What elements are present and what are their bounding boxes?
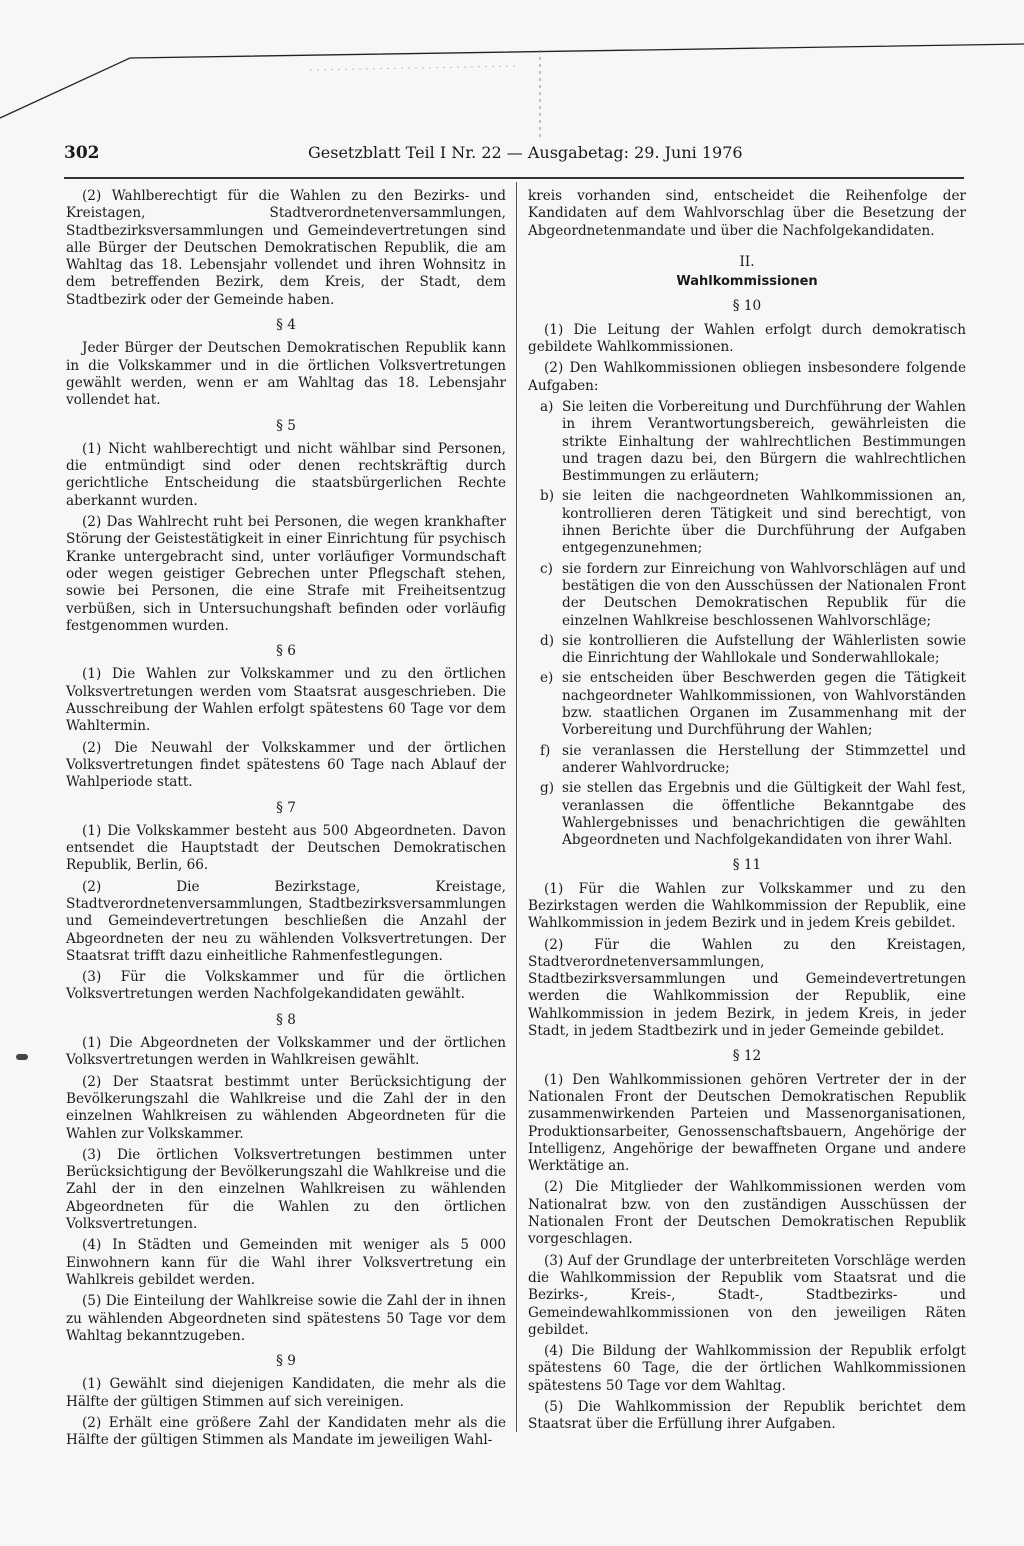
- chapter-title: Wahlkommissionen: [676, 274, 818, 290]
- paragraph: (2) Wahlberechtigt für die Wahlen zu den Bezirks- und Kreistagen, Stadtverordnetenversammlungen, Stadtbezirksversammlungen und Gemeindevertretungen sind alle Bürger der Deutschen Demokratischen Republik, die am Wahltag das 18. Lebensjahr vollendet und ihren Wohnsitz in dem betreffenden Bezirk, dem Kreis, der Stadt, dem Stadtbezirk oder der Gemeinde haben.: [66, 188, 506, 308]
- paragraph: (1) Die Leitung der Wahlen erfolgt durch demokratisch gebildete Wahlkommissionen.: [528, 321, 966, 356]
- section-heading: § 12: [732, 1048, 762, 1065]
- paragraph: (2) Erhält eine größere Zahl der Kandidaten mehr als die Hälfte der gültigen Stimmen als Mandate im jeweiligen Wahl-: [66, 1415, 506, 1449]
- section-heading: § 9: [276, 1353, 296, 1370]
- chapter-number: II.: [739, 253, 755, 270]
- paragraph: (3) Für die Volkskammer und für die örtlichen Volksvertretungen werden Nachfolgekandidaten gewählt.: [66, 969, 506, 1003]
- list-marker: b): [540, 488, 555, 505]
- gazette-title: Gesetzblatt Teil I Nr. 22 — Ausgabetag: 29. Juni 1976: [308, 143, 743, 162]
- margin-mark: [16, 1054, 28, 1060]
- right-column: [528, 188, 966, 1438]
- section-heading: § 4: [276, 317, 296, 334]
- paragraph: (2) Der Staatsrat bestimmt unter Berücksichtigung der Bevölkerungszahl die Wahlkreise und die Zahl der in den einzelnen Wahlkreisen zu wählenden Abgeordneten für die Wahlen zur Volkskammer.: [66, 1073, 506, 1142]
- paragraph-continued: kreis vorhanden sind, entscheidet die Reihenfolge der Kandidaten auf dem Wahlvorschlag über die Besetzung der Abgeordnetenmandate und über die Nachfolgekandidaten.: [528, 188, 966, 239]
- paragraph: (2) Die Mitglieder der Wahlkommissionen werden vom Nationalrat bzw. von den zuständigen Ausschüssen der Nationalen Front der Deutschen Demokratischen Republik vorgeschlagen.: [528, 1179, 966, 1248]
- paragraph: (2) Die Bezirkstage, Kreistage, Stadtverordnetenversammlungen, Stadtbezirksversammlungen und Gemeindevertretungen beschließen die Anzahl der Abgeordneten der neu zu wählenden Volksvertretungen. Der Staatsrat trifft dazu einheitliche Rahmenfestlegungen.: [66, 878, 506, 964]
- section-heading: § 6: [276, 643, 296, 660]
- list-marker: g): [540, 780, 555, 797]
- paragraph: (5) Die Einteilung der Wahlkreise sowie die Zahl der in ihnen zu wählenden Abgeordneten sind spätestens 50 Tage vor dem Wahltag bekanntzugeben.: [66, 1293, 506, 1344]
- list-text: sie stellen das Ergebnis und die Gültigkeit der Wahl fest, veranlassen die öffentliche Bekanntgabe des Wahlergebnisses und benachrichtigen die gewählten Abgeordneten und Nachfolgekandidaten von ihrer Wahl.: [562, 780, 966, 849]
- section-heading: § 10: [732, 298, 762, 315]
- paragraph: (3) Auf der Grundlage der unterbreiteten Vorschläge werden die Wahlkommission der Republik vom Staatsrat und die Bezirks-, Kreis-, Stadt-, Stadtbezirks- und Gemeindewahlkommissionen von den jeweiligen Räten gebildet.: [528, 1252, 966, 1338]
- list-text: sie fordern zur Einreichung von Wahlvorschlägen auf und bestätigen die von den Ausschüssen der Nationalen Front der Deutschen Demokratischen Republik für die einzelnen Wahlkreise beschlossenen Wahlvorschläge;: [562, 560, 966, 629]
- page-number: 302: [64, 143, 100, 163]
- list-marker: f): [540, 742, 551, 759]
- header-rule: [64, 177, 964, 179]
- column-divider: [516, 182, 517, 1432]
- left-column: [66, 188, 506, 1454]
- list-item: [528, 670, 966, 739]
- list-marker: d): [540, 632, 555, 649]
- list-item: [528, 399, 966, 485]
- paragraph: Jeder Bürger der Deutschen Demokratischen Republik kann in die Volkskammer und in die örtlichen Volksvertretungen gewählt werden, wenn er am Wahltag das 18. Lebensjahr vollendet hat.: [66, 340, 506, 409]
- paragraph: (1) Den Wahlkommissionen gehören Vertreter der in der Nationalen Front der Deutschen Demokratischen Republik zusammenwirkenden Parteien und Massenorganisationen, Produktionsarbeiter, Genossenschaftsbauern, Angehörige der Intelligenz, Angehörige der bewaffneten Organe und andere Werktätige an.: [528, 1071, 966, 1175]
- paragraph: (1) Gewählt sind diejenigen Kandidaten, die mehr als die Hälfte der gültigen Stimmen auf sich vereinigen.: [66, 1376, 506, 1410]
- list-text: Sie leiten die Vorbereitung und Durchführung der Wahlen in ihrem Verantwortungsbereich, gewährleisten die strikte Einhaltung der wahlrechtlichen Bestimmungen und tragen dazu bei, den Bürgern die wahlrechtlichen Bestimmungen zu erläutern;: [562, 398, 966, 485]
- list-marker: c): [540, 560, 553, 577]
- paragraph: (2) Das Wahlrecht ruht bei Personen, die wegen krankhafter Störung der Geistestätigkeit in einer Einrichtung für psychisch Kranke untergebracht sind, unter vorläufiger Vormundschaft oder wegen geistiger Gebrechen unter Pflegschaft stehen, sowie bei Personen, die eine Strafe mit Freiheitsentzug verbüßen, sich in Untersuchungshaft befinden oder vorläufig festgenommen wurden.: [66, 514, 506, 634]
- list-text: sie leiten die nachgeordneten Wahlkommissionen an, kontrollieren deren Tätigkeit und sind berechtigt, von ihnen Berichte über die Durchführung der Aufgaben entgegenzunehmen;: [562, 488, 966, 557]
- list-item: [528, 633, 966, 668]
- list-item: [528, 561, 966, 630]
- list-item: [528, 488, 966, 557]
- paragraph: (2) Für die Wahlen zu den Kreistagen, Stadtverordnetenversammlungen, Stadtbezirksversammlungen und Gemeindevertretungen werden die Wahlkommission der Republik, eine Wahlkommission in jedem Bezirk, in jedem Kreis, in jeder Stadt, in jedem Stadtbezirk und in jeder Gemeinde gebildet.: [528, 936, 966, 1040]
- list-text: sie kontrollieren die Aufstellung der Wählerlisten sowie die Einrichtung der Wahllokale und Sonderwahllokale;: [562, 632, 966, 667]
- paragraph: (4) In Städten und Gemeinden mit weniger als 5 000 Einwohnern kann für die Wahl ihrer Volksvertretung ein Wahlkreis gebildet werden.: [66, 1237, 506, 1288]
- section-heading: § 5: [276, 417, 296, 434]
- task-list: [528, 399, 966, 849]
- paragraph: (2) Die Neuwahl der Volkskammer und der örtlichen Volksvertretungen findet spätestens 60 Tage nach Ablauf der Wahlperiode statt.: [66, 739, 506, 791]
- section-heading: § 8: [276, 1011, 296, 1028]
- paragraph: (1) Nicht wahlberechtigt und nicht wählbar sind Personen, die entmündigt sind oder denen rechtskräftig durch gerichtliche Entscheidung die staatsbürgerlichen Rechte aberkannt wurden.: [66, 440, 506, 509]
- section-heading: § 7: [276, 799, 296, 816]
- paragraph: (1) Die Wahlen zur Volkskammer und zu den örtlichen Volksvertretungen werden vom Staatsrat ausgeschrieben. Die Ausschreibung der Wahlen erfolgt spätestens 60 Tage vor dem Wahltermin.: [66, 666, 506, 735]
- paragraph: (3) Die örtlichen Volksvertretungen bestimmen unter Berücksichtigung der Bevölkerungszahl die Wahlkreise und die Zahl der in den einzelnen Wahlkreisen zu wählenden Abgeordneten für die Wahlen zu den örtlichen Volksvertretungen.: [66, 1146, 506, 1233]
- paragraph: (4) Die Bildung der Wahlkommission der Republik erfolgt spätestens 60 Tage, die der örtlichen Wahlkommissionen spätestens 50 Tage vor dem Wahltag.: [528, 1343, 966, 1394]
- list-text: sie entscheiden über Beschwerden gegen die Tätigkeit nachgeordneter Wahlkommissionen, von Wahlvorständen bzw. staatlichen Organen im Zusammenhang mit der Vorbereitung und Durchführung der Wahlen;: [562, 670, 966, 739]
- paragraph: (5) Die Wahlkommission der Republik berichtet dem Staatsrat über die Erfüllung ihrer Aufgaben.: [528, 1399, 966, 1433]
- page-header: [64, 143, 964, 171]
- list-item: [528, 780, 966, 849]
- paragraph: (1) Für die Wahlen zur Volkskammer und zu den Bezirkstagen werden die Wahlkommission der Republik, eine Wahlkommission in jedem Bezirk und in jedem Kreis gebildet.: [528, 880, 966, 932]
- section-heading: § 11: [732, 857, 762, 874]
- paragraph: (2) Den Wahlkommissionen obliegen insbesondere folgende Aufgaben:: [528, 360, 966, 394]
- list-item: [528, 743, 966, 778]
- list-text: sie veranlassen die Herstellung der Stimmzettel und anderer Wahlvordrucke;: [562, 742, 966, 776]
- scan-edge-line: [0, 0, 1024, 140]
- paragraph: (1) Die Abgeordneten der Volkskammer und der örtlichen Volksvertretungen werden in Wahlkreisen gewählt.: [66, 1035, 506, 1069]
- list-marker: a): [540, 398, 554, 415]
- paragraph: (1) Die Volkskammer besteht aus 500 Abgeordneten. Davon entsendet die Hauptstadt der Deutschen Demokratischen Republik, Berlin, 66.: [66, 822, 506, 874]
- list-marker: e): [540, 670, 554, 687]
